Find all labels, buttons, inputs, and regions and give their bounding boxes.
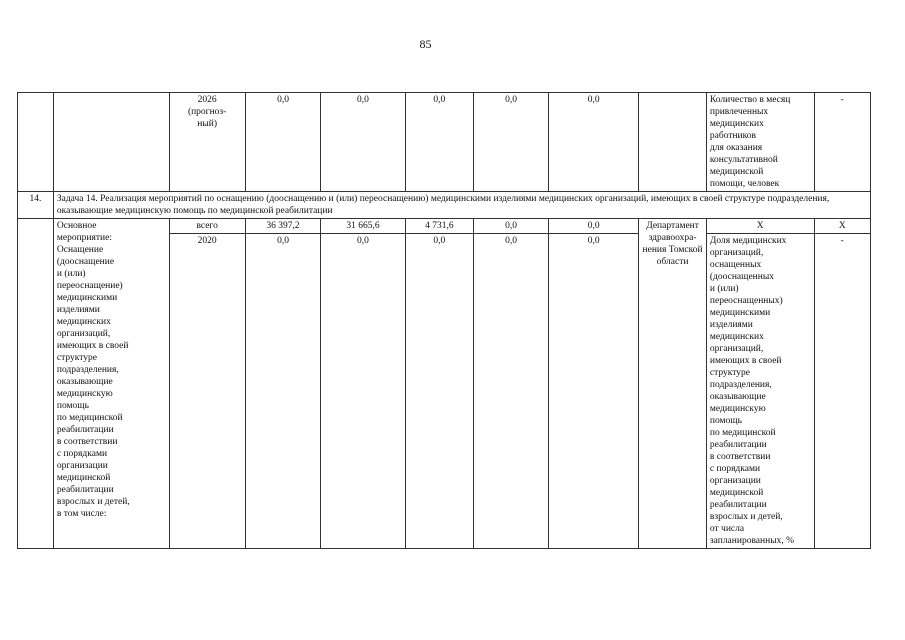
value-cell: 0,0 [245,93,321,192]
executor-cell [639,93,707,192]
task-title-cell: Задача 14. Реализация мероприятий по оснащению (дооснащению и (или) переоснащению) медицинскими изделиями медицинских организаций, имеющих в своей структуре подразделения, оказывающие медицинскую помощь по медицинской реабилитации [53,192,870,219]
indicator-name-cell: Доля медицинских организаций, оснащенных (дооснащенных и (или) переоснащенных) медицинскими изделиями медицинских организаций, имеющих в своей структуре подразделения, оказывающие медицинскую помощь по медицинской реабилитации в соответствии с порядками организации медицинской реабилитации взрослых и детей, от числа запланированных, % [706,234,814,549]
activity-cell [53,93,169,192]
value-cell: 0,0 [321,93,405,192]
value-cell: 4 731,6 [405,219,474,234]
task-number-cell: 14. [18,192,54,219]
value-cell: 0,0 [405,93,474,192]
indicator-value-cell: X [814,219,870,234]
value-cell: 0,0 [245,234,321,549]
value-cell: 0,0 [549,234,639,549]
value-cell: 0,0 [474,234,549,549]
value-cell: 0,0 [549,93,639,192]
value-cell: 36 397,2 [245,219,321,234]
table-row-2026-forecast [18,93,871,192]
value-cell: 0,0 [549,219,639,234]
year-cell: всего [169,219,245,234]
executor-cell: Департамент здравоохра- нения Томской области [639,219,707,549]
row-number-cell [18,219,54,549]
value-cell: 0,0 [474,219,549,234]
value-cell: 31 665,6 [321,219,405,234]
value-cell: 0,0 [474,93,549,192]
year-cell: 2020 [169,234,245,549]
program-table [17,92,871,549]
value-cell: 0,0 [321,234,405,549]
indicator-name-cell: X [706,219,814,234]
indicator-name-cell: Количество в месяц привлеченных медицинских работников для оказания консультативной медицинской помощи, человек [706,93,814,192]
value-cell: 0,0 [405,234,474,549]
main-activity-name-cell: Основное мероприятие: Оснащение (дооснащение и (или) переоснащение) медицинскими изделиями медицинских организаций, имеющих в своей структуре подразделения, оказывающие медицинскую помощь по медицинской реабилитации в соответствии с порядками организации медицинской реабилитации взрослых и детей, в том числе: [53,219,169,549]
indicator-value-cell: - [814,234,870,549]
indicator-value-cell: - [814,93,870,192]
page-number: 85 [419,37,432,51]
task-row [18,192,871,219]
table-row-total [18,219,871,234]
row-number-cell [18,93,54,192]
year-cell: 2026 (прогноз- ный) [169,93,245,192]
